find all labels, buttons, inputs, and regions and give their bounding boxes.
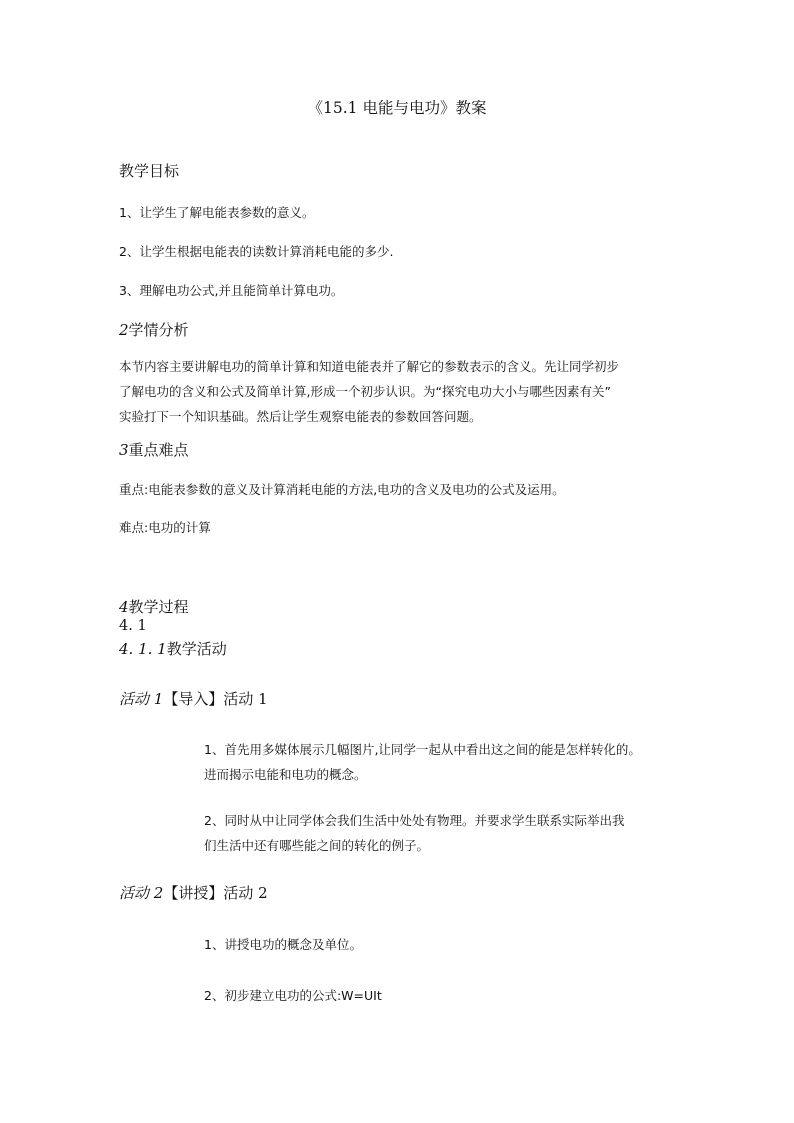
analysis-paragraph <box>119 354 689 429</box>
paragraph-line: 1、首先用多媒体展示几幅图片,让同学一起从中看出这之间的能是怎样转化的。 <box>204 742 641 757</box>
section-title: 学情分析 <box>128 321 189 339</box>
goal-item-2: 2、让学生根据电能表的读数计算消耗电能的多少. <box>119 244 394 259</box>
paragraph-line: 们生活中还有哪些能之间的转化的例子。 <box>204 838 430 853</box>
activity-1-heading <box>119 688 268 709</box>
section-heading-key-points <box>119 439 189 460</box>
subsection-number: 4. 1 <box>119 618 147 634</box>
subsubsection-number: 4. 1. 1 <box>119 640 167 658</box>
activity-1-item-1 <box>204 737 684 787</box>
section-title: 教学过程 <box>128 598 189 616</box>
section-number: 4 <box>119 598 129 616</box>
activity-title: 活动 1 <box>223 690 268 708</box>
section-number: 2 <box>119 321 129 339</box>
key-point-text: 重点:电能表参数的意义及计算消耗电能的方法,电功的含义及电功的公式及运用。 <box>119 482 565 497</box>
paragraph-line: 了解电功的含义和公式及简单计算,形成一个初步认识。为“探究电功大小与哪些因素有关” <box>119 384 611 399</box>
section-heading-process <box>119 596 189 617</box>
activity-prefix: 活动 1 <box>119 690 164 708</box>
difficulty-text: 难点:电功的计算 <box>119 520 211 535</box>
section-title: 重点难点 <box>128 441 189 459</box>
goal-item-1: 1、让学生了解电能表参数的意义。 <box>119 205 315 220</box>
paragraph-line: 实验打下一个知识基础。然后让学生观察电能表的参数回答问题。 <box>119 409 482 424</box>
section-heading-goals: 教学目标 <box>119 162 180 180</box>
activity-tag: 【导入】 <box>163 690 224 708</box>
subsubsection-heading <box>119 638 227 659</box>
activity-2-item-1: 1、讲授电功的概念及单位。 <box>204 937 362 952</box>
activity-tag: 【讲授】 <box>163 884 224 902</box>
section-heading-analysis <box>119 319 189 340</box>
page-title: 《15.1 电能与电功》教案 <box>307 99 487 117</box>
activity-prefix: 活动 2 <box>119 884 164 902</box>
activity-1-item-2 <box>204 808 684 858</box>
section-number: 3 <box>119 441 129 459</box>
paragraph-line: 本节内容主要讲解电功的简单计算和知道电能表并了解它的参数表示的含义。先让同学初步 <box>119 359 620 374</box>
paragraph-line: 进而揭示电能和电功的概念。 <box>204 767 367 782</box>
activity-title: 活动 2 <box>223 884 268 902</box>
paragraph-line: 2、同时从中让同学体会我们生活中处处有物理。并要求学生联系实际举出我 <box>204 813 625 828</box>
goal-item-3: 3、理解电功公式,并且能简单计算电功。 <box>119 283 344 298</box>
activity-2-heading <box>119 882 268 903</box>
subsubsection-title: 教学活动 <box>166 640 227 658</box>
activity-2-item-2: 2、初步建立电功的公式:W=UIt <box>204 988 382 1003</box>
